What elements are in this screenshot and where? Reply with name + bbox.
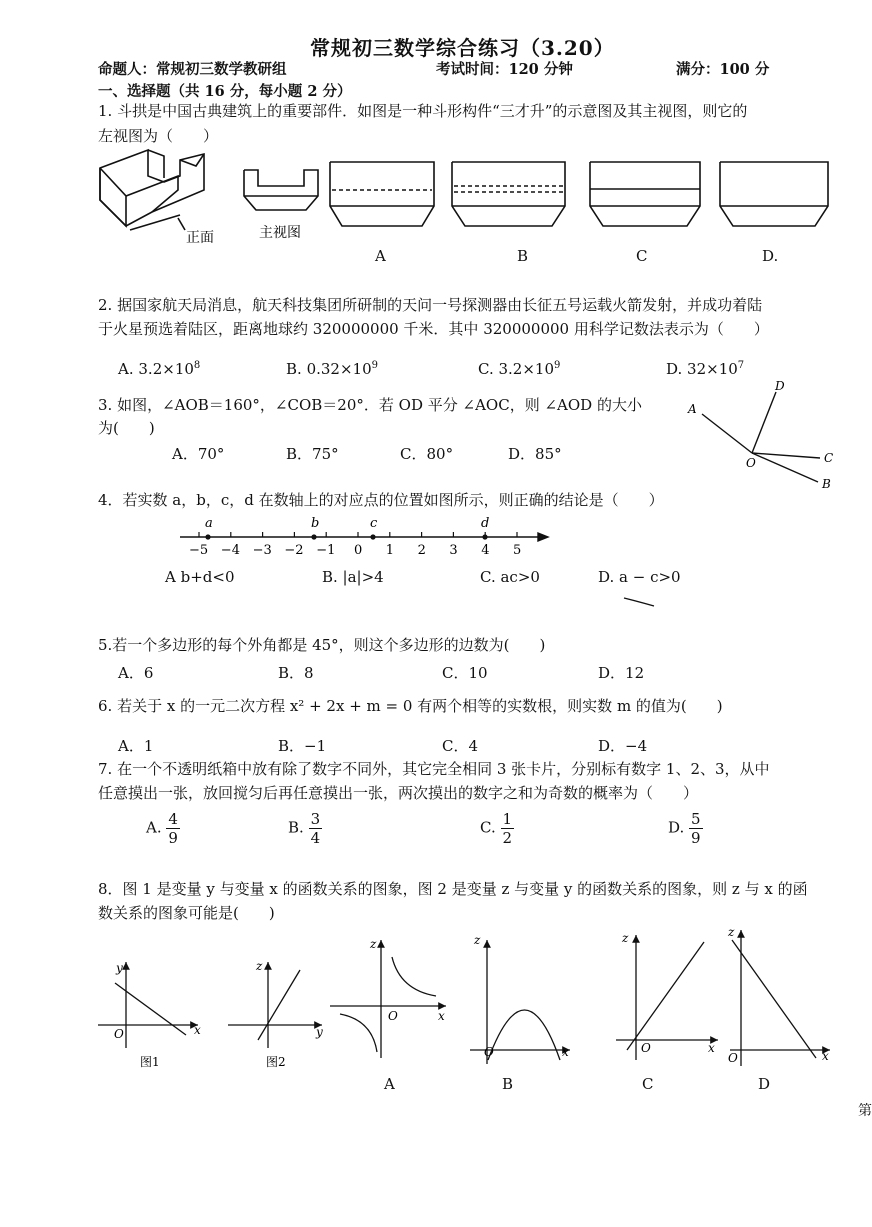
q4-option-a[interactable]: A b+d<0 bbox=[165, 568, 235, 586]
svg-text:A: A bbox=[688, 402, 697, 416]
q1-text-line1: 1. 斗拱是中国古典建筑上的重要部件．如图是一种斗形构件“三才升”的示意图及其主视图，则它的 bbox=[98, 102, 748, 120]
tick-label: −4 bbox=[220, 543, 240, 558]
svg-text:x: x bbox=[822, 1049, 829, 1063]
svg-text:x: x bbox=[562, 1045, 569, 1059]
svg-text:O: O bbox=[641, 1041, 651, 1055]
svg-text:d: d bbox=[481, 516, 490, 531]
q8-text-line2: 数关系的图象可能是( ) bbox=[98, 904, 275, 922]
q3-text-line2: 为( ) bbox=[98, 419, 155, 437]
svg-text:O: O bbox=[114, 1027, 124, 1041]
svg-text:y: y bbox=[116, 961, 123, 975]
q4-option-c[interactable]: C. ac>0 bbox=[480, 568, 540, 586]
tick-label: 3 bbox=[449, 543, 458, 558]
q8-option-b[interactable]: B bbox=[502, 1075, 514, 1093]
q7-text-line2: 任意摸出一张，放回搅匀后再任意摸出一张，两次摸出的数字之和为奇数的概率为（ ） bbox=[98, 784, 699, 802]
q2-option-c[interactable]: C. $3.2\times 10^9$ bbox=[478, 360, 561, 378]
q7-option-b[interactable]: B. $\frac{3}{4}$ bbox=[288, 810, 321, 847]
q1-option-c[interactable]: C bbox=[636, 247, 648, 265]
q5-option-a[interactable]: A．6 bbox=[118, 664, 154, 682]
q8-text-line1: 8．图 1 是变量 y 与变量 x 的函数关系的图象，图 2 是变量 z 与变量 y 的函数关系的图象，则 z 与 x 的函 bbox=[98, 880, 808, 898]
svg-text:O: O bbox=[484, 1045, 494, 1059]
q6-option-d[interactable]: D．−4 bbox=[598, 737, 648, 755]
q3-text-line1: 3. 如图，∠AOB＝160°，∠COB＝20°．若 OD 平分 ∠AOC，则 ∠AOD 的大小 bbox=[98, 396, 642, 414]
q3-option-c[interactable]: C．80° bbox=[400, 445, 454, 463]
page-title: 常规初三数学综合练习（3.20） bbox=[310, 36, 615, 60]
q4-option-d[interactable]: D. a − c>0 bbox=[598, 568, 681, 586]
svg-text:D: D bbox=[775, 379, 785, 393]
svg-text:y: y bbox=[316, 1025, 323, 1039]
tick-label: 1 bbox=[385, 543, 395, 558]
q3-option-a[interactable]: A．70° bbox=[172, 445, 225, 463]
tick-label: −3 bbox=[252, 543, 272, 558]
exam-score: 满分：100 分 bbox=[676, 61, 770, 78]
q2-option-b[interactable]: B. $0.32\times 10^9$ bbox=[286, 360, 379, 378]
svg-text:z: z bbox=[622, 931, 629, 945]
svg-text:O: O bbox=[388, 1009, 398, 1023]
q7-text-line1: 7. 在一个不透明纸箱中放有除了数字不同外，其它完全相同 3 张卡片，分别标有数字 1、2、3，从中 bbox=[98, 760, 770, 778]
svg-text:z: z bbox=[370, 937, 377, 951]
svg-text:x: x bbox=[194, 1023, 201, 1037]
svg-text:a: a bbox=[205, 516, 213, 531]
q2-text-line1: 2. 据国家航天局消息，航天科技集团所研制的天问一号探测器由长征五号运载火箭发射，并成功着陆 bbox=[98, 296, 763, 314]
svg-text:图2: 图2 bbox=[266, 1055, 286, 1069]
q6-option-c[interactable]: C．4 bbox=[442, 737, 479, 755]
q3-option-b[interactable]: B．75° bbox=[286, 445, 339, 463]
tick-label: 0 bbox=[354, 543, 363, 558]
svg-text:b: b bbox=[311, 516, 320, 531]
svg-text:图1: 图1 bbox=[140, 1055, 160, 1069]
page-edge-char: 第 bbox=[858, 1103, 872, 1119]
svg-text:O: O bbox=[728, 1051, 738, 1065]
q5-option-c[interactable]: C．10 bbox=[442, 664, 488, 682]
q7-option-a[interactable]: A. $\frac{4}{9}$ bbox=[146, 810, 178, 847]
svg-text:z: z bbox=[474, 933, 481, 947]
q2-option-a[interactable]: A. $3.2\times 10^8$ bbox=[118, 360, 201, 378]
tick-label: −5 bbox=[189, 543, 209, 558]
svg-text:B: B bbox=[822, 477, 831, 491]
q6-option-a[interactable]: A．1 bbox=[118, 737, 154, 755]
svg-text:C: C bbox=[824, 451, 834, 465]
tick-label: −2 bbox=[284, 543, 304, 558]
q4-option-b[interactable]: B. |a|>4 bbox=[322, 568, 384, 586]
q1-option-b[interactable]: B bbox=[517, 247, 529, 265]
label-front: 正面 bbox=[186, 230, 214, 246]
q4-text-line1: 4．若实数 a，b，c，d 在数轴上的对应点的位置如图所示，则正确的结论是（ ） bbox=[98, 491, 664, 509]
tick-label: 4 bbox=[481, 543, 490, 558]
svg-text:z: z bbox=[256, 959, 263, 973]
section-heading: 一、选择题（共 16 分，每小题 2 分） bbox=[98, 83, 352, 100]
q2-text-line2: 于火星预选着陆区，距离地球约 320000000 千米．其中 320000000 用科学记数法表示为（ ） bbox=[98, 320, 769, 338]
svg-text:x: x bbox=[708, 1041, 715, 1055]
exam-author: 命题人：常规初三数学教研组 bbox=[98, 61, 287, 78]
q3-option-d[interactable]: D．85° bbox=[508, 445, 562, 463]
svg-text:c: c bbox=[370, 516, 378, 531]
q5-option-b[interactable]: B．8 bbox=[278, 664, 314, 682]
q6-option-b[interactable]: B．−1 bbox=[278, 737, 327, 755]
q7-option-d[interactable]: D. $\frac{5}{9}$ bbox=[668, 810, 701, 847]
q5-text-line1: 5.若一个多边形的每个外角都是 45°，则这个多边形的边数为( ) bbox=[98, 636, 546, 654]
q8-option-a[interactable]: A bbox=[384, 1075, 395, 1093]
q1-option-a[interactable]: A bbox=[375, 247, 386, 265]
exam-time: 考试时间：120 分钟 bbox=[436, 61, 573, 78]
q8-option-d[interactable]: D bbox=[758, 1075, 771, 1093]
tick-label: 5 bbox=[513, 543, 522, 558]
svg-text:O: O bbox=[746, 456, 756, 470]
q1-option-d[interactable]: D. bbox=[762, 247, 779, 265]
svg-text:z: z bbox=[728, 925, 735, 939]
q6-text-line1: 6. 若关于 x 的一元二次方程 x² + 2x + m = 0 有两个相等的实数根，则实数 m 的值为( ) bbox=[98, 697, 723, 715]
q1-text-line2: 左视图为（ ） bbox=[98, 127, 219, 145]
svg-text:x: x bbox=[438, 1009, 445, 1023]
q8-option-c[interactable]: C bbox=[642, 1075, 654, 1093]
q2-option-d[interactable]: D. $32\times 10^7$ bbox=[666, 360, 745, 378]
q7-option-c[interactable]: C. $\frac{1}{2}$ bbox=[480, 810, 513, 847]
q5-option-d[interactable]: D．12 bbox=[598, 664, 645, 682]
tick-label: −1 bbox=[316, 543, 336, 558]
tick-label: 2 bbox=[417, 543, 426, 558]
label-main-view: 主视图 bbox=[259, 225, 301, 241]
